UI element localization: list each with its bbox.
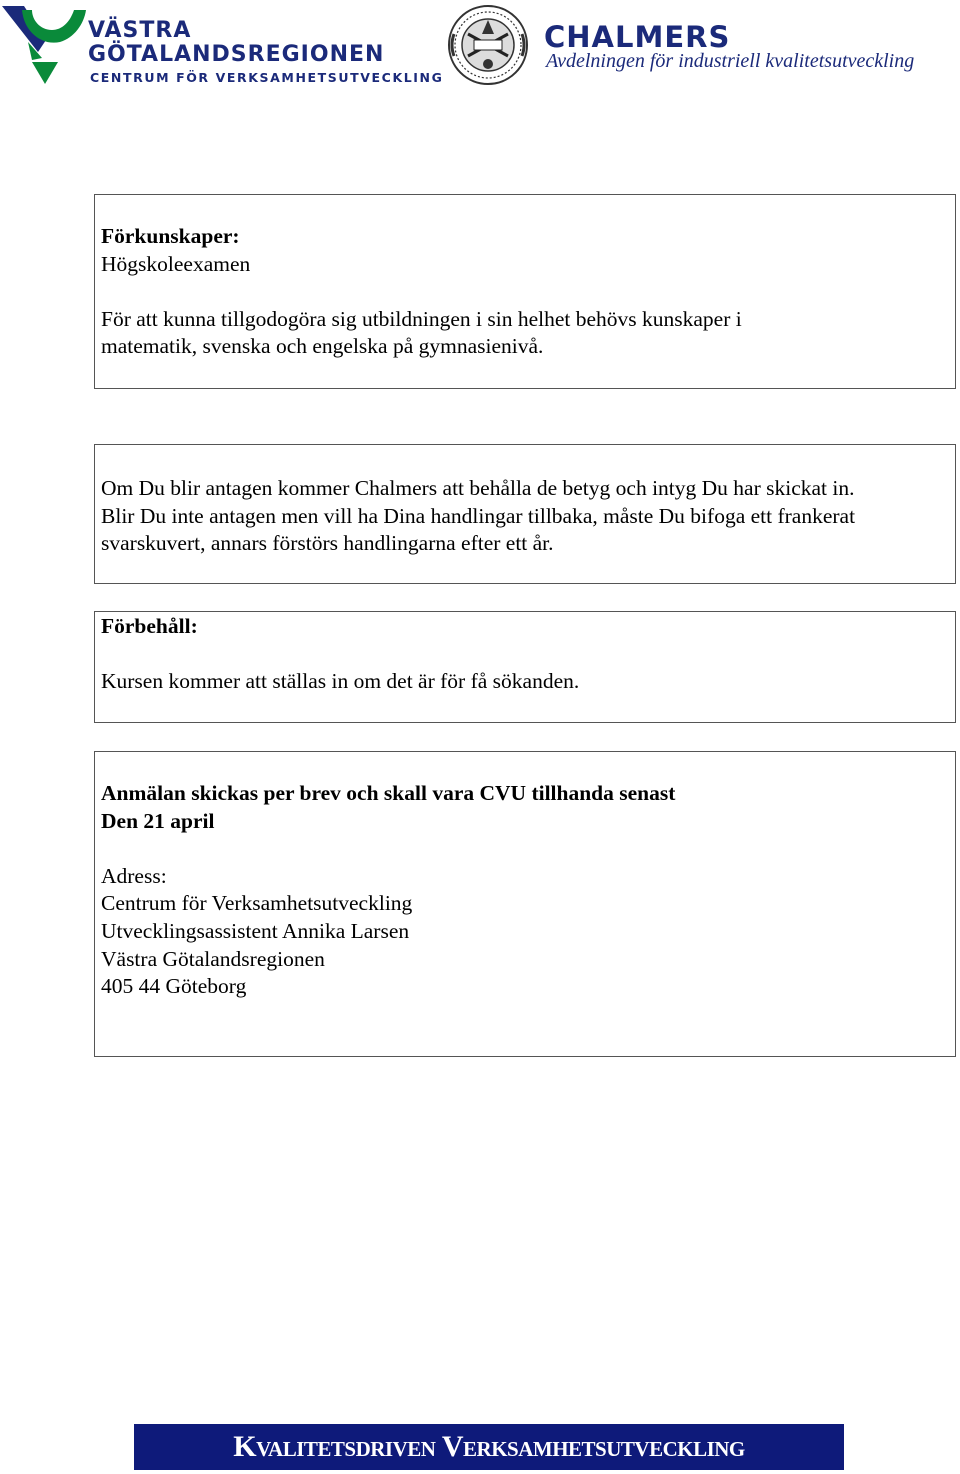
footer-banner-text: Kvalitetsdriven Verksamhetsutveckling [233, 1430, 745, 1463]
address-line: Utvecklingsassistent Annika Larsen [101, 918, 410, 943]
documents-box [94, 444, 956, 584]
documents-line2: Blir Du inte antagen men vill ha Dina handlingar tillbaka, måste Du bifoga ett frankerat [101, 503, 856, 528]
address-label: Adress: [101, 863, 167, 888]
application-heading: Anmälan skickas per brev och skall vara CVU tillhanda senast [101, 781, 676, 805]
chalmers-department: Avdelningen för industriell kvalitetsutveckling [546, 50, 915, 72]
vgr-logo [0, 4, 448, 88]
chalmers-name: CHALMERS [544, 20, 731, 54]
vgr-logo-line1: VÄSTRA [88, 18, 192, 43]
prerequisites-box [94, 194, 956, 389]
prerequisites-heading: Förkunskaper: [101, 224, 240, 248]
address-line: Västra Götalandsregionen [101, 946, 325, 971]
chalmers-seal-icon [444, 4, 532, 86]
reservation-body: Kursen kommer att ställas in om det är för få sökanden. [101, 669, 580, 694]
prerequisites-body-line2: matematik, svenska och engelska på gymnasienivå. [101, 334, 544, 359]
vgr-logo-line3: CENTRUM FÖR VERKSAMHETSUTVECKLING [90, 70, 444, 85]
vgr-logo-line2: GÖTALANDSREGIONEN [88, 42, 385, 67]
vgr-logo-mark-icon [2, 6, 88, 86]
address-line: 405 44 Göteborg [101, 974, 247, 999]
prerequisites-body-line1: För att kunna tillgodogöra sig utbildningen i sin helhet behövs kunskaper i [101, 306, 742, 331]
application-deadline: Den 21 april [101, 808, 215, 833]
prerequisites-degree: Högskoleexamen [101, 251, 251, 276]
address-line: Centrum för Verksamhetsutveckling [101, 891, 413, 916]
application-box [94, 751, 956, 1057]
documents-line3: svarskuvert, annars förstörs handlingarna efter ett år. [101, 531, 554, 556]
reservation-box [94, 611, 956, 723]
reservation-heading: Förbehåll: [101, 614, 198, 638]
documents-line1: Om Du blir antagen kommer Chalmers att behålla de betyg och intyg Du har skickat in. [101, 476, 855, 500]
footer-banner [134, 1424, 844, 1470]
